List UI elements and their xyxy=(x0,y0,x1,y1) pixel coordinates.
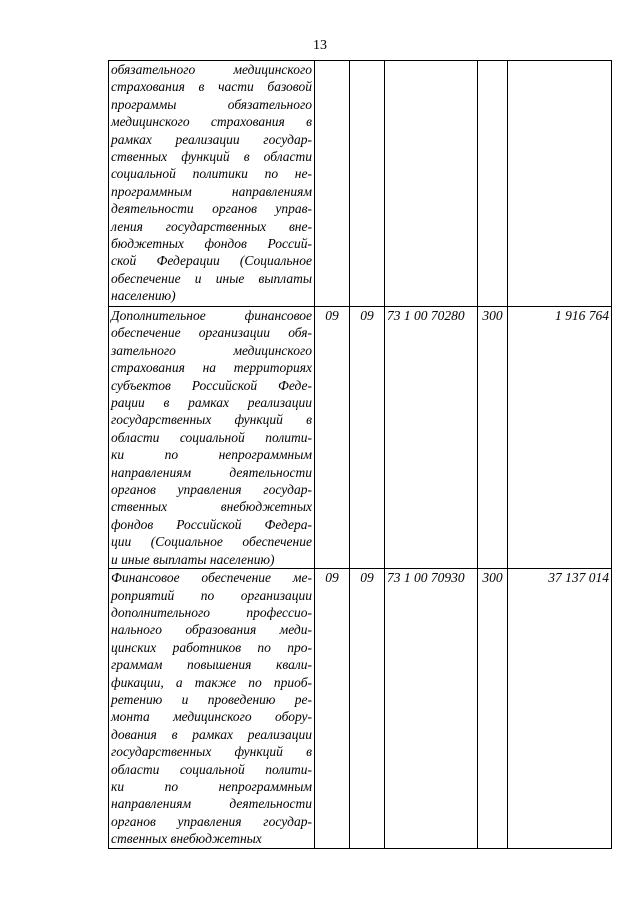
table-row xyxy=(109,61,612,307)
description-line: страхования на территориях xyxy=(111,360,312,376)
description-line: ки по непрограммным xyxy=(111,778,312,794)
description-line: ственных внебюджетных xyxy=(111,499,312,515)
table-row xyxy=(109,307,612,569)
expense-type-cell: 300 xyxy=(478,569,508,849)
description-line: зательного медицинского xyxy=(111,342,312,358)
description-line: дополнительного профессио- xyxy=(111,604,312,620)
description-line: фондов Российской Федера- xyxy=(111,516,312,532)
description-line: населению) xyxy=(111,288,176,304)
target-article-cell: 73 1 00 70930 xyxy=(385,569,478,849)
description-line: страхования в части базовой xyxy=(111,79,312,95)
description-line: ственных функций в области xyxy=(111,149,312,165)
description-line: ки по непрограммным xyxy=(111,447,312,463)
description-line: рации в рамках реализации xyxy=(111,395,312,411)
description-line: медицинского страхования в xyxy=(111,114,312,130)
description-line: обеспечение и иные выплаты xyxy=(111,270,312,286)
amount-cell: 37 137 014 xyxy=(508,569,612,849)
expense-type-cell: 300 xyxy=(478,307,508,569)
description-line: программным направлениям xyxy=(111,183,312,199)
budget-table xyxy=(108,60,612,849)
description-line: государственных функций в xyxy=(111,412,312,428)
description-line: социальной политики по не- xyxy=(111,166,312,182)
description-line: ления государственных вне- xyxy=(111,218,312,234)
description-line: рамках реализации государ- xyxy=(111,131,312,147)
subsection-cell: 09 xyxy=(350,569,385,849)
description-line: роприятий по организации xyxy=(111,587,312,603)
description-line: нального образования меди- xyxy=(111,622,312,638)
description-line: направлениям деятельности xyxy=(111,796,312,812)
table-row xyxy=(109,569,612,849)
section-cell: 09 xyxy=(315,307,350,569)
description-line: граммам повышения квали- xyxy=(111,657,312,673)
subsection-cell: 09 xyxy=(350,307,385,569)
target-article-cell: 73 1 00 70280 xyxy=(385,307,478,569)
description-line: и иные выплаты населению) xyxy=(111,551,275,567)
description-line: Финансовое обеспечение ме- xyxy=(111,570,312,586)
description-line: ретению и проведению ре- xyxy=(111,691,312,707)
description-line: обеспечение организации обя- xyxy=(111,325,312,341)
page-number: 13 xyxy=(313,38,327,53)
target-article-cell xyxy=(385,61,478,307)
amount-cell: 1 916 764 xyxy=(508,307,612,569)
row-description xyxy=(109,61,315,307)
section-cell: 09 xyxy=(315,569,350,849)
description-line: обязательного медицинского xyxy=(111,62,312,77)
description-line: ции (Социальное обеспечение xyxy=(111,534,312,550)
budget-table-body xyxy=(109,61,612,849)
description-line: монта медицинского обору- xyxy=(111,709,312,725)
description-line: деятельности органов управ- xyxy=(111,201,312,217)
section-cell xyxy=(315,61,350,307)
description-line: области социальной полити- xyxy=(111,761,312,777)
description-line: области социальной полити- xyxy=(111,429,312,445)
row-description xyxy=(109,569,315,849)
amount-cell xyxy=(508,61,612,307)
description-line: ской Федерации (Социальное xyxy=(111,253,312,269)
subsection-cell xyxy=(350,61,385,307)
description-line: субъектов Российской Феде- xyxy=(111,377,312,393)
description-line: цинских работников по про- xyxy=(111,639,312,655)
description-line: программы обязательного xyxy=(111,96,312,112)
description-line: фикации, а также по приоб- xyxy=(111,674,312,690)
description-line: бюджетных фондов Россий- xyxy=(111,236,312,252)
description-line: ственных внебюджетных xyxy=(111,831,262,847)
description-line: дования в рамках реализации xyxy=(111,726,312,742)
description-line: государственных функций в xyxy=(111,744,312,760)
description-line: органов управления государ- xyxy=(111,813,312,829)
expense-type-cell xyxy=(478,61,508,307)
description-line: Дополнительное финансовое xyxy=(111,308,312,323)
description-line: направлениям деятельности xyxy=(111,464,312,480)
row-description xyxy=(109,307,315,569)
description-line: органов управления государ- xyxy=(111,482,312,498)
